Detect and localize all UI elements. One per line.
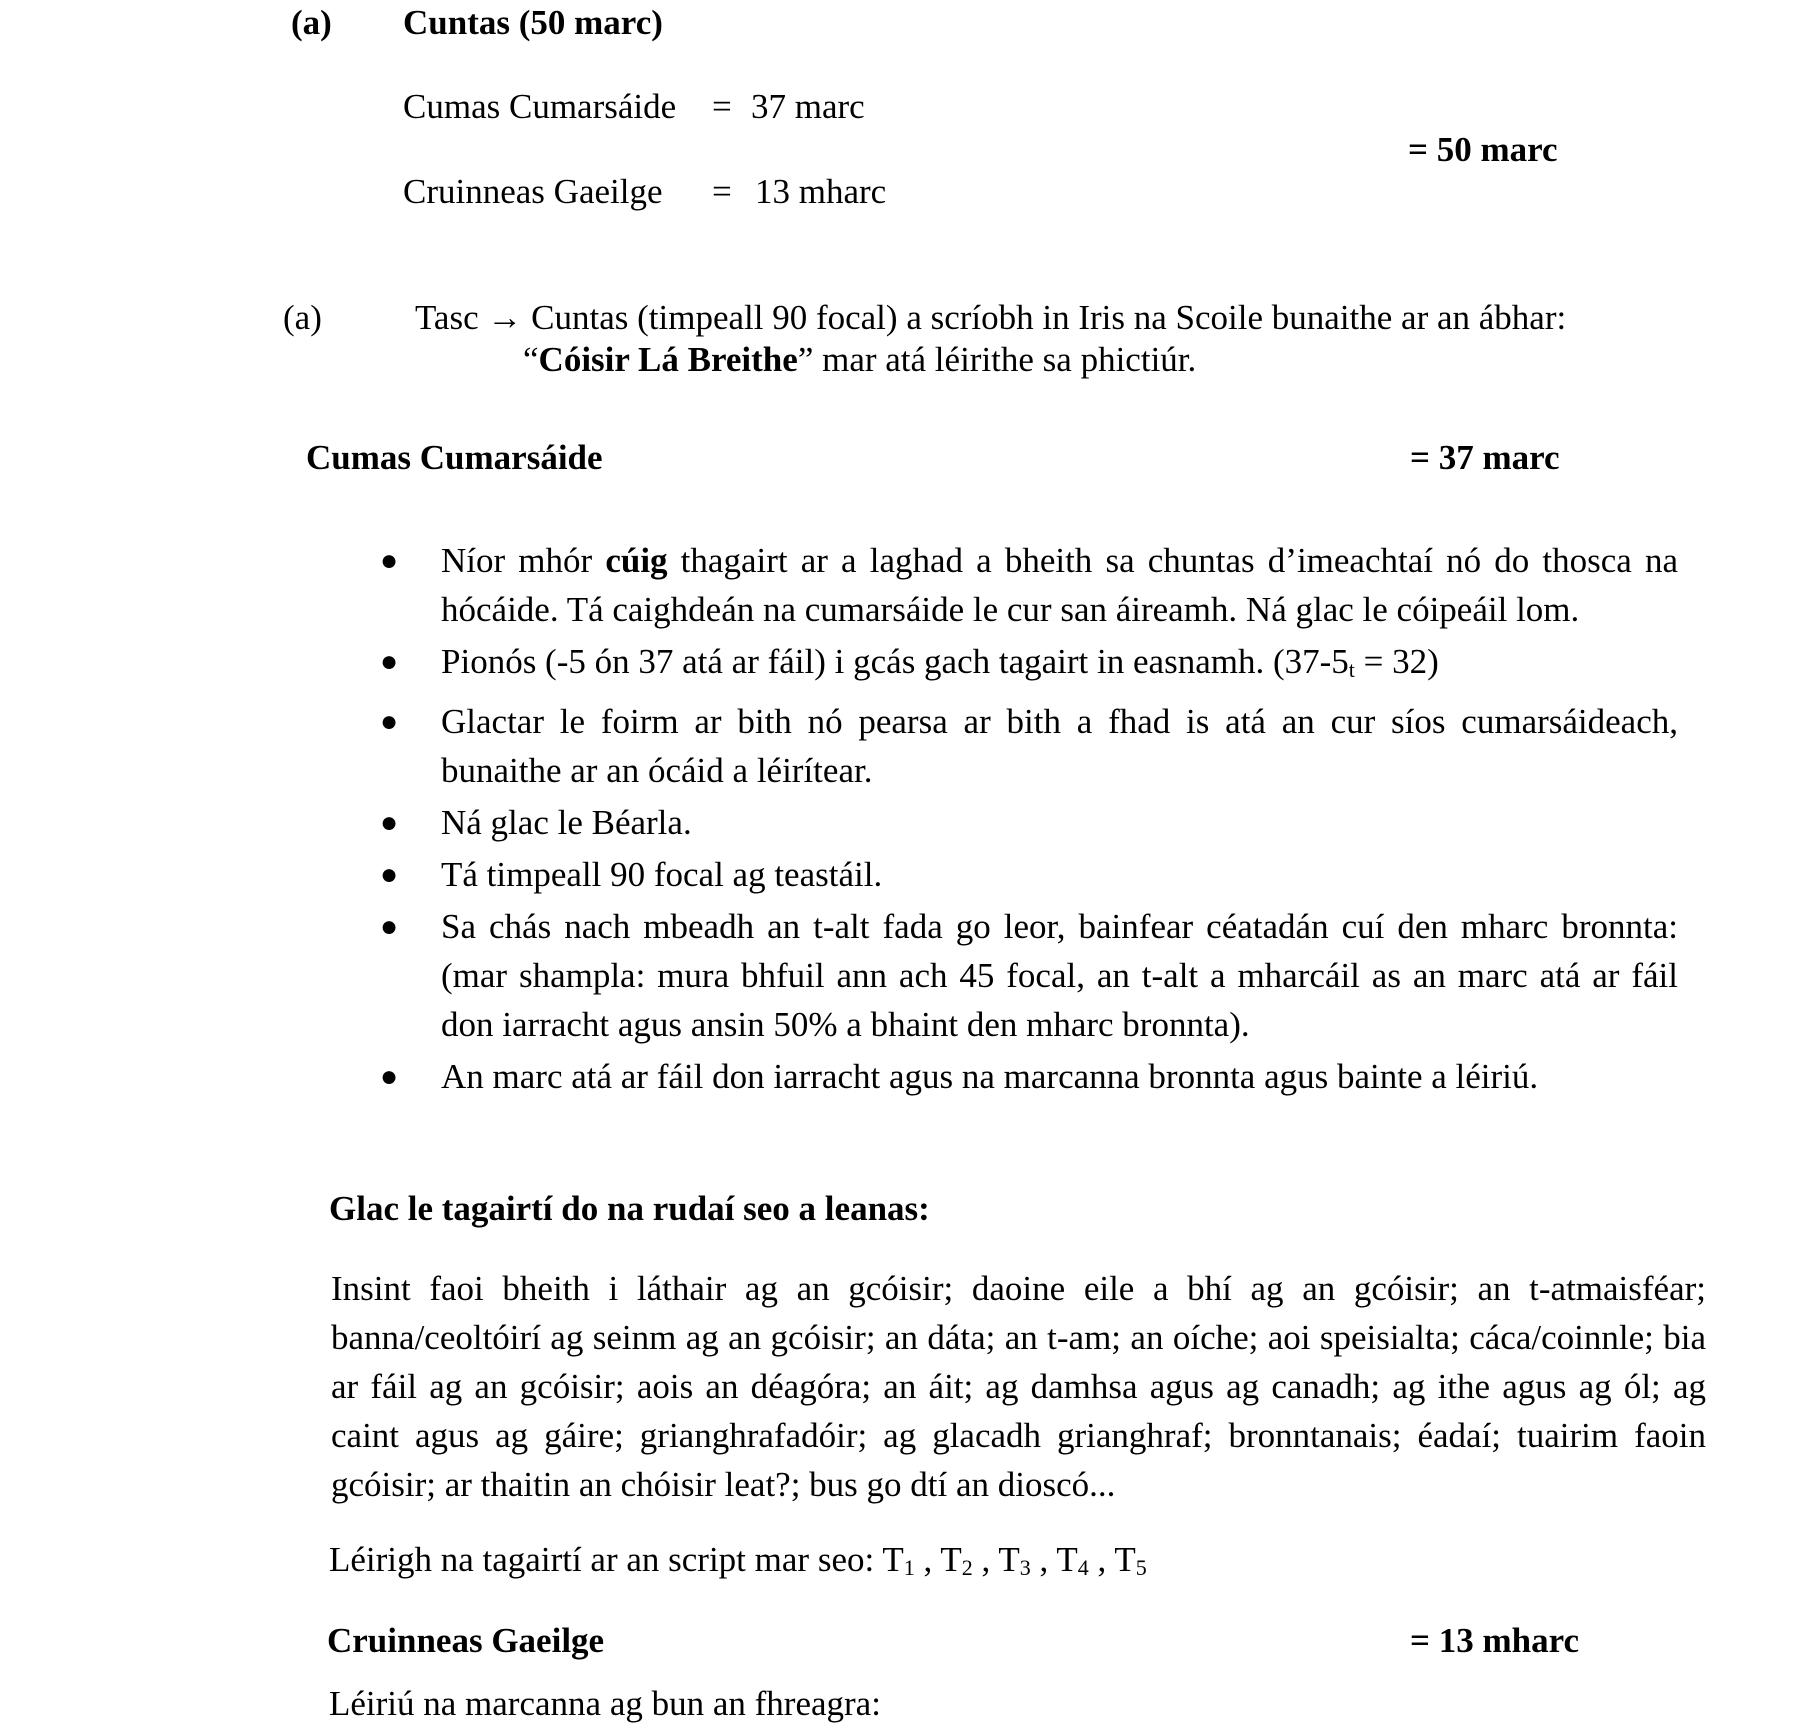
t-letter: T [998, 1540, 1020, 1579]
t-letter: T [940, 1540, 962, 1579]
section-title: Cuntas (50 marc) [403, 3, 663, 42]
t-letter: T [1114, 1540, 1136, 1579]
task-description: Cuntas (timpeall 90 focal) a scríobh in Iris na Scoile bunaithe ar an ábhar: [531, 298, 1567, 337]
bullet-icon: ● [380, 645, 399, 678]
bullet-text: Tá timpeall 90 focal ag teastáil. [441, 855, 883, 894]
summary-row2-value: 13 mharc [755, 172, 887, 211]
task-line2 [523, 339, 1196, 381]
list-item [380, 697, 1678, 795]
task-line2-rest: ” mar atá léirithe sa phictiúr. [797, 340, 1197, 379]
bullet-text: thagairt ar a laghad a bheith sa chuntas d’imeachtaí nó do thosca na hócáide. Tá caighdeán na cumarsáide le cur san áireamh. Ná glac le cóipeáil lom. [441, 541, 1678, 629]
bullet-icon: ● [380, 1060, 399, 1093]
list-item [380, 1052, 1678, 1101]
references-body: Insint faoi bheith i láthair ag an gcóisir; daoine eile a bhí ag an gcóisir; an t-atmaisféar; banna/ceoltóirí ag seinm ag an gcóisir; an dáta; an t-am; an oíche; aoi speisialta; cáca/coinnle; bia ar fáil ag an gcóisir; aois an déagóra; an áit; ag damhsa agus ag canadh; ag ithe agus ag ól; ag caint agus ag gáire; grianghrafadóir; ag glacadh grianghraf; bronntanais; éadaí; tuairim faoin gcóisir; ar thaitin an chóisir leat?; bus go dtí an dioscó... [331, 1269, 1706, 1504]
sep: , [972, 1540, 999, 1579]
cruinneas-heading: Cruinneas Gaeilge [327, 1621, 605, 1660]
bullet-text: Pionós (-5 ón 37 atá ar fáil) i gcás gach tagairt in easnamh. (37-5 [441, 642, 1349, 681]
script-prefix: Léirigh na tagairtí ar an script mar seo: [329, 1540, 883, 1579]
summary-row2-eq: = [712, 172, 732, 211]
footer-line: Léiriú na marcanna ag bun an fhreagra: [329, 1684, 881, 1723]
task-line1 [415, 297, 1566, 339]
sep: , [1088, 1540, 1115, 1579]
t-sub: 5 [1135, 1555, 1147, 1580]
summary-row1-name: Cumas Cumarsáide [403, 87, 677, 126]
list-item [380, 902, 1678, 1049]
bullet-text: Ná glac le Béarla. [441, 803, 692, 842]
references-heading: Glac le tagairtí do na rudaí seo a leanas: [329, 1189, 930, 1228]
bullet-icon: ● [380, 705, 399, 738]
t-letter: T [882, 1540, 904, 1579]
list-item [380, 850, 1678, 899]
script-notation [329, 1539, 1147, 1581]
bullet-text: = 32) [1354, 642, 1439, 681]
criteria-list [380, 536, 1678, 1104]
bullet-icon: ● [380, 544, 399, 577]
bullet-icon: ● [380, 858, 399, 891]
t-sub: 2 [961, 1555, 973, 1580]
list-item [380, 536, 1678, 634]
bullet-text: Glactar le foirm ar bith nó pearsa ar bith a fhad is atá an cur síos cumarsáideach, bunaithe ar an ócáid a léirítear. [441, 702, 1678, 790]
arrow-icon: → [487, 298, 523, 337]
task-label: (a) [283, 298, 322, 337]
bullet-text: Sa chás nach mbeadh an t-alt fada go leor, bainfear céatadán cuí den mharc bronnta: (mar shampla: mura bhfuil ann ach 45 focal, an t-alt a mharcáil as an marc atá ar fáil don iarracht agus ansin 50% a bhaint den mharc bronnta). [441, 907, 1678, 1044]
cruinneas-marks: = 13 mharc [1410, 1621, 1580, 1660]
t-sub: 3 [1019, 1555, 1031, 1580]
list-item [380, 798, 1678, 847]
bullet-icon: ● [380, 806, 399, 839]
t-letter: T [1056, 1540, 1078, 1579]
bullet-emphasis: cúig [605, 541, 668, 580]
task-topic: Cóisir Lá Breithe [538, 340, 798, 379]
list-item [380, 637, 1678, 694]
cumas-heading: Cumas Cumarsáide [306, 438, 603, 477]
summary-row1-eq: = [712, 87, 732, 126]
sep: , [1030, 1540, 1057, 1579]
sep: , [914, 1540, 941, 1579]
summary-row1-value: 37 marc [751, 87, 865, 126]
section-label: (a) [291, 3, 332, 42]
summary-row2-name: Cruinneas Gaeilge [403, 172, 663, 211]
quote-open: “ [523, 340, 539, 379]
bullet-text: An marc atá ar fáil don iarracht agus na marcanna bronnta agus bainte a léiriú. [441, 1057, 1539, 1096]
task-word: Tasc [415, 298, 479, 337]
cumas-marks: = 37 marc [1410, 438, 1560, 477]
bullet-text: Níor mhór [441, 541, 606, 580]
t-sub: 1 [903, 1555, 915, 1580]
bullet-icon: ● [380, 910, 399, 943]
summary-total: = 50 marc [1408, 130, 1558, 169]
bullet-subscript: t [1348, 657, 1355, 682]
t-sub: 4 [1077, 1555, 1089, 1580]
